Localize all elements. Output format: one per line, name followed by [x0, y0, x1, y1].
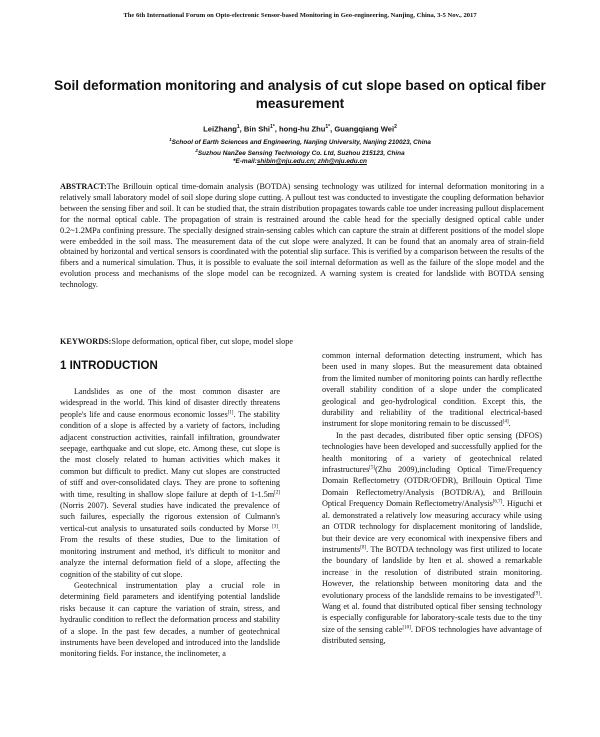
intro-paragraph-2: Geotechnical instrumentation play a crucial role in determining field parameters and identifying potential landslide risks because it can capture the variation of strain, stress, and hydraulic condition to reflect the deformation process and stability of a slope. In the past few decades, a number of geotechnical instruments have been developed and introduced into the landslide monitoring fields. For instance, the inclinometer, a	[60, 580, 280, 659]
affiliation-1	[0, 137, 600, 146]
abstract-text: The Brillouin optical time-domain analysis (BOTDA) sensing technology was utilized for internal deformation monitoring in a relatively small laboratory model of soil slope during slope cutting. A pullout test was conducted to investigate the coupling deformation behavior between the sensing fiber and soil. It can be studied that, the strain distribution propagates towards cable toe under increasing pullout displacement for the normal optical cable. The propagation of strain is restrained around the cable head for the specially designed optical cable under 0.2~1.2MPa confining pressure. The specially designed strain-sensing cables which can capture the strain at different positions of the model slope were embedded in the soil mass. The measurement data of the cut slope were analyzed. It can be found that an anomaly area of strain-field obtained by horizontal and vertical sensors is coordinated with the potential slip surface. This is verified by a comparison between the results of the fibers and a numerical simulation. Thus, it is possible to evaluate the soil internal deformation as well as the failure of the slope model and the evolution process and mechanisms of the slope model can be recognized. A warning system is created for landslide with BOTDA sensing technology.	[60, 182, 544, 290]
column-left	[60, 350, 280, 660]
author-name: LeiZhang	[203, 124, 237, 134]
citation-ref: [4]	[502, 419, 509, 425]
email-addresses[interactable]: shibin@nju.edu.cn; zhh@nju.edu.cn	[256, 158, 367, 165]
affiliation-2	[0, 148, 600, 157]
column-right	[322, 350, 542, 647]
author-list: LeiZhang$^1$, Bin Shi$^{1*}$, hong-hu Zhu$^{1*}$, Guangqiang Wei$^2$	[203, 124, 397, 134]
citation-ref: [10]	[402, 625, 411, 631]
author-name: hong-hu Zhu	[278, 124, 326, 134]
abstract-label: ABSTRACT:	[60, 182, 107, 191]
citation-ref: [8]	[360, 545, 367, 551]
section-heading-introduction: 1 INTRODUCTION	[60, 360, 158, 372]
affiliation-text: Suzhou NanZee Sensing Technology Co. Ltd, Suzhou 215123, China	[197, 150, 405, 158]
intro-paragraph-1: Landslides as one of the most common disaster are widespread in the world. This kind of disaster directly threatens people's life and cause enormous economic losses[1]. The stability condition of a slope is affected by a variety of factors, including adjacent construction activities, rainfall infiltration, groundwater seepage, earthquake and cut slope, etc. Among these, cut slope is the most closely related to human activities which makes it common but difficult to predict. Many cut slopes are constructed of stiff and over-consolidated clays. They are prone to softening with time, resulting in shallow slope failure at depth of 1-1.5m[2] (Norris 2007). Several studies have indicated the prevalence of such failures, especially the rigorous extension of Culmann's vertical-cut analysis to unsaturated soils conducted by Morse [3]. From the results of these studies, Due to the limitation of monitoring instrument and method, it's difficult to monitor and analyze the internal deformation field of a slope, affecting the cognition of the stability of cut slope.	[60, 387, 280, 579]
citation-ref: [5]	[369, 465, 376, 471]
keywords-label: KEYWORDS:	[60, 337, 112, 346]
affiliation-text: School of Earth Sciences and Engineering, Nanjing University, Nanjing 210023, China	[171, 139, 431, 147]
citation-ref: [9]	[534, 590, 540, 596]
email-label: *E-mail:	[233, 158, 257, 165]
intro-paragraph-3: common internal deformation detecting instrument, which has been used in many slopes. But the measurement data obtained from the limited number of monitoring points can hardly reflectthe overall stability condition of a slope under the complicated geological and geo-hydrological condition. Except this, the durability and reliability of the traditional electrical-based instrument for slope monitoring remain to be discussed[4].	[322, 351, 542, 429]
affiliation-mark: 1	[169, 137, 172, 142]
author-name: Bin Shi	[243, 124, 271, 134]
keywords	[60, 337, 544, 347]
citation-ref: [6,7]	[492, 499, 503, 505]
citation-ref: [3]	[272, 524, 278, 530]
citation-ref: [2]	[274, 489, 280, 495]
intro-paragraph-4: In the past decades, distributed fiber optic sensing (DFOS) technologies have been developed and successfully applied for the health monitoring of a variety of geotechnical related infrastructures[5](Zhu 2009),including Optical Time/Frequency Domain Reflectometry (OTDR/OFDR), Brillouin Optical Time Domain Reflectometry/Analysis (BOTDR/A), and Brillouin Optical Frequency Domain Reflectometry/Analysis[6,7]. Higuchi et al. demonstrated a relatively low measuring accuracy while using an OTDR technology for displacement monitoring of landslide, but their device are very economical with inexpensive fibers and instruments[8]. The BOTDA technology was first utilized to locate the boundary of landslide by Iten et al. showed a remarkable increase in the resolution of distributed strain monitoring. However, the relationship between monitoring data and the evolutionary process of the landslide remains to be investigated[9]. Wang et al. found that distributed optical fiber sensing technology is especially configurable for laboratory-scale tests due to the tiny size of the sensing cable[10]. DFOS technologies have advantage of distributed sensing,	[322, 430, 542, 646]
author-name: Guangqiang Wei	[334, 124, 395, 134]
keywords-text: Slope deformation, optical fiber, cut slope, model slope	[111, 337, 293, 346]
author-affiliation-mark: 2	[394, 124, 397, 130]
contact-email	[0, 158, 600, 165]
citation-ref: [1]	[227, 410, 234, 416]
running-header: The 6th International Forum on Opto-electronic Sensor-based Monitoring in Geo-engineering, Nanjing, China, 3-5 Nov., 2017	[123, 12, 477, 19]
paper-title: Soil deformation monitoring and analysis of cut slope based on optical fiber measurement	[54, 78, 546, 111]
abstract	[60, 182, 544, 291]
affiliation-mark: 2	[195, 148, 198, 153]
author-affiliation-mark: 1	[236, 124, 240, 130]
author-affiliation-mark: 1*	[325, 124, 331, 130]
author-affiliation-mark: 1*	[270, 124, 275, 130]
